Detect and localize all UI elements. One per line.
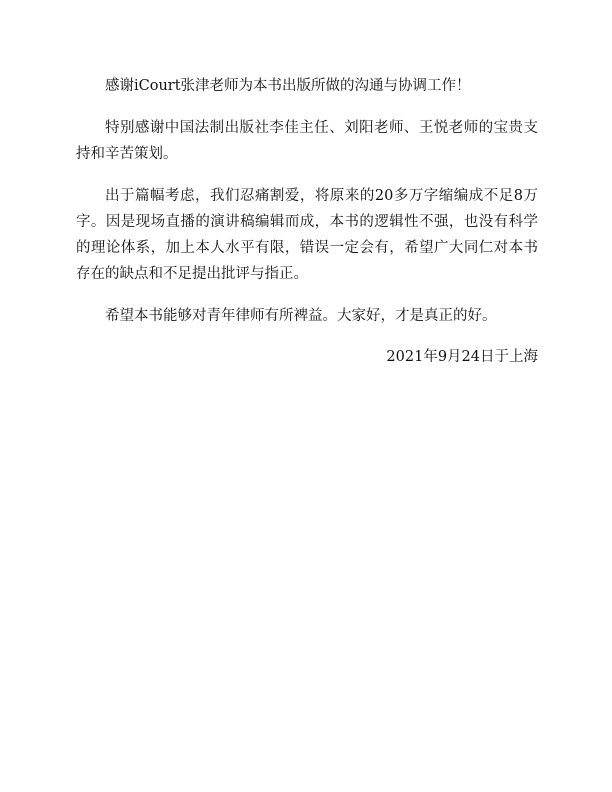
paragraph-editing-note: 出于篇幅考虑，我们忍痛割爱，将原来的20多万字缩编成不足8万字。因是现场直播的演讲稿编辑而成，本书的逻辑性不强，也没有科学的理论体系，加上本人水平有限，错误一定会有，希望广大同仁对本书存在的缺点和不足提出批评与指正。 <box>76 188 538 282</box>
paragraph-closing-wish: 希望本书能够对青年律师有所裨益。大家好，才是真正的好。 <box>105 308 497 324</box>
document-body <box>76 73 538 369</box>
paragraph-thanks-icourt: 感谢iCourt张津老师为本书出版所做的沟通与协调工作！ <box>105 78 471 94</box>
signature-date-place: 2021年9月24日于上海 <box>386 349 538 365</box>
paragraph-thanks-publisher: 特别感谢中国法制出版社李佳主任、刘阳老师、王悦老师的宝贵支持和辛苦策划。 <box>76 120 538 162</box>
